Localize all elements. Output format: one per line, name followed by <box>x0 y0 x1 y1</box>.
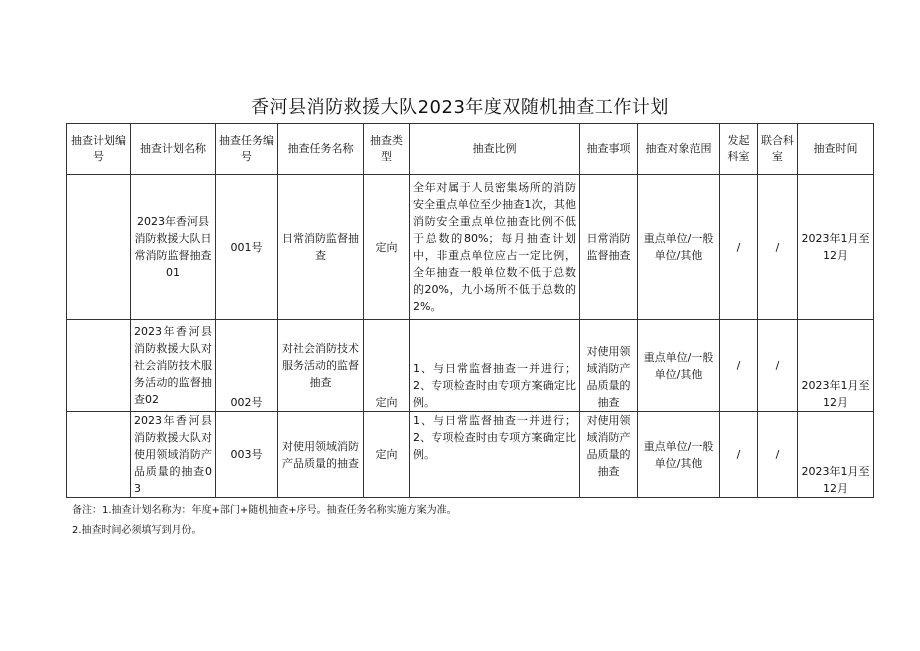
cell-type: 定向 <box>364 320 410 412</box>
cell-time: 2023年1月至12月 <box>798 175 874 320</box>
cell-time: 2023年1月至12月 <box>798 412 874 498</box>
header-initiator: 发起科室 <box>720 124 758 175</box>
cell-task-name: 对社会消防技术服务活动的监督抽查 <box>278 320 364 412</box>
cell-task-no: 001号 <box>216 175 278 320</box>
cell-ratio: 1、与日常监督抽查一并进行；2、专项检查时由专项方案确定比例。 <box>410 412 580 498</box>
note-line: 备注：1.抽查计划名称为：年度+部门+随机抽查+序号。抽查任务名称实施方案为准。 <box>72 505 457 516</box>
cell-plan-name: 2023年香河县消防救援大队对使用领域消防产品质量的抽查03 <box>131 412 216 498</box>
table-row <box>67 412 874 498</box>
cell-task-no: 002号 <box>216 320 278 412</box>
cell-initiator: / <box>720 320 758 412</box>
header-ratio: 抽查比例 <box>410 124 580 175</box>
header-task-name: 抽查任务名称 <box>278 124 364 175</box>
header-task-no: 抽查任务编号 <box>216 124 278 175</box>
cell-type: 定向 <box>364 175 410 320</box>
cell-initiator: / <box>720 175 758 320</box>
cell-plan-no <box>67 175 131 320</box>
header-row <box>67 124 874 175</box>
cell-scope: 重点单位/一般单位/其他 <box>638 320 720 412</box>
header-joint: 联合科室 <box>758 124 798 175</box>
cell-type: 定向 <box>364 412 410 498</box>
table-row <box>67 175 874 320</box>
header-plan-no: 抽查计划编号 <box>67 124 131 175</box>
header-type: 抽查类型 <box>364 124 410 175</box>
page-title: 香河县消防救援大队2023年度双随机抽查工作计划 <box>251 97 669 118</box>
cell-task-no: 003号 <box>216 412 278 498</box>
cell-scope: 重点单位/一般单位/其他 <box>638 412 720 498</box>
cell-joint: / <box>758 175 798 320</box>
header-plan-name: 抽查计划名称 <box>131 124 216 175</box>
cell-plan-name: 2023年香河县消防救援大队日常消防监督抽查01 <box>131 175 216 320</box>
header-time: 抽查时间 <box>798 124 874 175</box>
cell-item: 日常消防监督抽查 <box>580 175 638 320</box>
cell-plan-name: 2023年香河县消防救援大队对社会消防技术服务活动的监督抽查02 <box>131 320 216 412</box>
cell-joint: / <box>758 320 798 412</box>
header-item: 抽查事项 <box>580 124 638 175</box>
cell-plan-no <box>67 320 131 412</box>
cell-scope: 重点单位/一般单位/其他 <box>638 175 720 320</box>
cell-initiator: / <box>720 412 758 498</box>
cell-plan-no <box>67 412 131 498</box>
cell-ratio: 1、与日常监督抽查一并进行；2、专项检查时由专项方案确定比例。 <box>410 320 580 412</box>
cell-ratio: 全年对属于人员密集场所的消防安全重点单位至少抽查1次，其他消防安全重点单位抽查比例不低于总数的80%；每月抽查计划中，非重点单位应占一定比例，全年抽查一般单位数不低于总数的20%，九小场所不低于总数的2%。 <box>410 175 580 320</box>
cell-task-name: 日常消防监督抽查 <box>278 175 364 320</box>
note-line: 2.抽查时间必须填写到月份。 <box>72 525 202 536</box>
cell-task-name: 对使用领域消防产品质量的抽查 <box>278 412 364 498</box>
cell-item: 对使用领域消防产品质量的抽查 <box>580 412 638 498</box>
cell-joint: / <box>758 412 798 498</box>
table-row <box>67 320 874 412</box>
cell-time: 2023年1月至12月 <box>798 320 874 412</box>
plan-table <box>66 123 874 498</box>
header-scope: 抽查对象范围 <box>638 124 720 175</box>
notes <box>72 501 457 541</box>
cell-item: 对使用领域消防产品质量的抽查 <box>580 320 638 412</box>
